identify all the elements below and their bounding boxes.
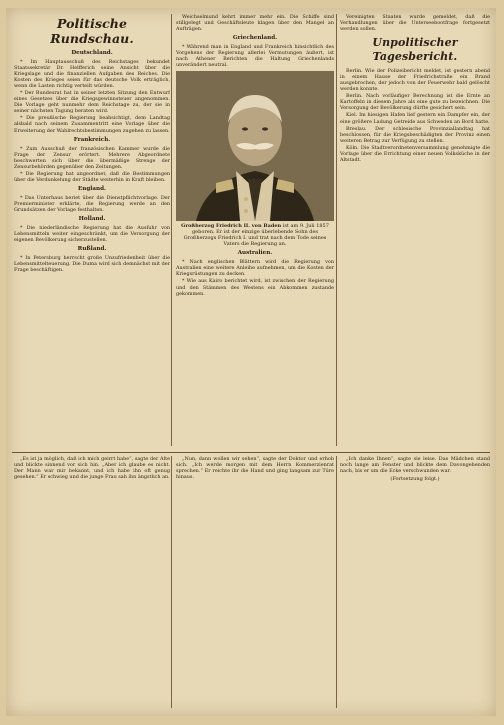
caption-title: Großherzog Friedrich II. von Baden <box>181 223 282 230</box>
article-paragraph: Breslau. Der schlesische Provinziallandtag hat beschlossen, für die Kriegsbeschädigten der Provinz einen weiteren Betrag zur Verfügung zu stellen. <box>340 125 490 144</box>
article-paragraph: Berlin. Nach vorläufiger Berechnung ist die Ernte an Kartoffeln in diesem Jahre als eine gute zu bezeichnen. Die Versorgung der Bevölkerung dürfte gesichert sein. <box>340 93 490 112</box>
column-divider <box>171 456 172 708</box>
article-paragraph: * Nach englischen Blättern wird die Regierung von Australien eine weitere Anleihe aufnehmen, um die Kosten der Kriegsrüstungen zu decken. <box>176 259 334 278</box>
caption-text: ist am 9. Juli 1857 geboren. Er ist der einzige überlebende Sohn des Großherzogs Friedrich I. und trat nach dem Tode seines Vaters die Regierung an. <box>183 223 329 248</box>
portrait-caption <box>176 223 334 247</box>
article-paragraph: * Wie aus Kairo berichtet wird, ist zwischen der Regierung und den Stämmen des Westens ein Abkommen zustande gekommen. <box>176 278 334 297</box>
column-divider <box>336 456 337 708</box>
column-divider <box>171 14 172 446</box>
feuilleton-divider <box>12 452 490 453</box>
article-paragraph: Kiel. Im hiesigen Hafen lief gestern ein Dampfer ein, der eine größere Ladung Getreide aus Schweden an Bord hatte. <box>340 112 490 125</box>
story-paragraph: „Ich danke Ihnen“, sagte sie leise. Das Mädchen stand noch lange am Fenster und blickte dem Davongehenden nach, bis er um die Ecke verschwunden war. <box>340 456 490 475</box>
column-middle <box>176 14 334 298</box>
column-political-review <box>14 14 170 454</box>
portrait-illustration <box>176 71 334 221</box>
article-paragraph: * Die niederländische Regierung hat die Ausfuhr von Lebensmitteln weiter eingeschränkt, um die Versorgung der eigenen Bevölkerung sicherzustellen. <box>14 224 170 244</box>
serial-story-col3 <box>340 456 490 482</box>
serial-story-col2 <box>176 456 334 481</box>
article-paragraph: Weichselmund kehrt immer mehr ein. Die Schiffe sind stillgelegt und Geschäftsleute klagen über den Mangel an Aufträgen. <box>176 14 334 33</box>
section-france: Frankreich. <box>73 136 111 143</box>
article-paragraph: * In Petersburg herrscht große Unzufriedenheit über die Lebensmittelteuerung. Die Duma wird sich demnächst mit der Frage beschäftigen. <box>14 255 170 274</box>
story-paragraph: „Nun, dann wollen wir sehen“, sagte der Doktor und erhob sich. „Ich werde morgen mit dem Herrn Kommerzienrat sprechen.“ Er reichte ihr die Hand und ging langsam zur Türe hinaus. <box>176 456 334 481</box>
article-paragraph: * Die preußische Regierung beabsichtigt, dem Landtag alsbald nach seinem Zusammentritt eine Vorlage über die Erweiterung der Wahlrechtsbestimmungen zugehen zu lassen. <box>14 115 170 134</box>
section-holland: Holland. <box>78 215 106 222</box>
article-paragraph: Berlin. Wie der Polizeibericht meldet, ist gestern abend in einem Hause der Friedrichstraße ein Brand ausgebrochen, der jedoch von der Feuerwehr bald gelöscht werden konnte. <box>340 68 490 93</box>
article-paragraph: * Die Regierung hat angeordnet, daß die Bestimmungen über die Verdunkelung der Städte weiterhin in Kraft bleiben. <box>14 170 170 183</box>
daily-report-heading: Unpolitischer Tagesbericht. <box>372 36 458 64</box>
section-greece: Griechenland. <box>232 35 278 42</box>
section-germany: Deutschland. <box>71 50 113 56</box>
section-russia: Rußland. <box>77 246 107 253</box>
article-paragraph: * Der Bundesrat hat in seiner letzten Sitzung den Entwurf eines Gesetzes über die Kriegsgewinnsteuer angenommen. Die Vorlage geht nunmehr dem Reichstage zu, der sie in seiner nächsten Tagung beraten wird. <box>14 90 170 115</box>
article-paragraph: * Im Hauptausschuß des Reichstages bekundet Staatssekretär Dr. Helfferich seine Ansicht über die Kriegslage und die finanziellen Aufgaben des Reiches. Die Kosten des Krieges seien für das deutsche Volk erträglich, wenn die Lasten richtig verteilt würden. <box>14 59 170 90</box>
section-australia: Australien. <box>237 250 273 257</box>
section-england: England. <box>78 185 106 192</box>
column-divider <box>336 14 337 446</box>
story-paragraph: „Es ist ja möglich, daß ich mich geirrt habe“, sagte der Alte und blickte sinnend vor sich hin. „Aber ich glaube es nicht. Der Mann war mir bekannt, und ich habe ihn oft genug gesehen.“ Er schwieg und die junge Frau sah ihn ängstlich an. <box>14 456 170 481</box>
portrait-engraving <box>176 71 334 221</box>
continued-note: (Fortsetzung folgt.) <box>390 476 440 483</box>
article-paragraph: * Zum Ausschuß der französischen Kammer wurde die Frage der Zensur erörtert. Mehrere Abgeordnete beschwerten sich über die übermäßige Strenge der Zensurbehörden gegenüber den Zeitungen. <box>14 145 170 170</box>
article-paragraph: Vereinigten Staaten wurde gemeldet, daß die Verhandlungen über die Unterseebootfrage fortgesetzt werden sollen. <box>340 14 490 33</box>
article-paragraph: Köln. Die Stadtverordnetenversammlung genehmigte die Vorlage über die Errichtung einer neuen Volksküche in der Altstadt. <box>340 144 490 163</box>
article-paragraph: * Das Unterhaus beriet über die Dienstpflichtvorlage. Der Premierminister erklärte, die Regierung werde an den Grundsätzen der Vorlage festhalten. <box>14 194 170 213</box>
article-paragraph: * Während man in England und Frankreich hinsichtlich des Vorgehens der Regierung allerlei Vermutungen äußert, ist nach Athener Berichten die Haltung Griechenlands unverändert neutral. <box>176 44 334 69</box>
column-daily-report <box>340 14 490 454</box>
newspaper-page <box>6 8 496 716</box>
political-review-heading: Politische Rundschau. <box>50 16 134 46</box>
serial-story-col1 <box>14 456 170 481</box>
